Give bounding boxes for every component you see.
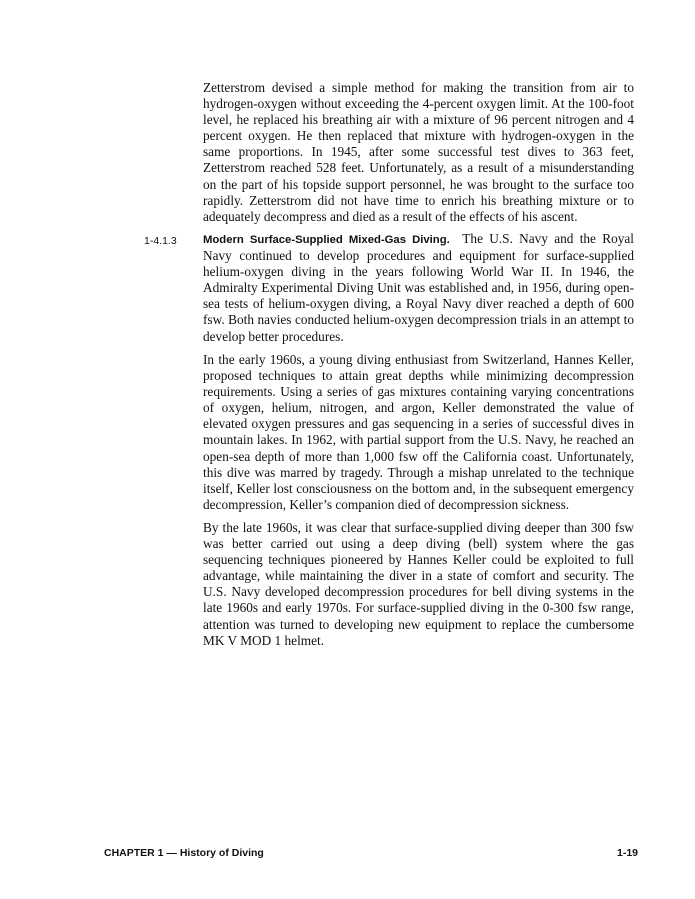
paragraph-modern-surface-supplied [203,231,634,345]
paragraph-late-1960s: By the late 1960s, it was clear that surface-supplied diving deeper than 300 fsw was better carried out using a deep diving (bell) system where the gas sequencing techniques pioneered by Hannes Keller could be exploited to full advantage, while maintaining the diver in a state of comfort and security. The U.S. Navy developed decompression procedures for bell diving systems in the late 1960s and early 1970s. For surface-supplied diving in the 0-300 fsw range, attention was turned to developing new equipment to replace the cumbersome MK V MOD 1 helmet. [203,520,634,648]
footer-page-number: 1-19 [616,847,638,859]
section-number: 1-4.1.3 [144,235,177,247]
section-title: Modern Surface-Supplied Mixed-Gas Diving. [203,234,450,246]
paragraph-hannes-keller: In the early 1960s, a young diving enthusiast from Switzerland, Hannes Keller, proposed techniques to attain great depths while minimizing decompression requirements. Using a series of gas mixtures containing varying concentrations of oxygen, helium, nitrogen, and argon, Keller demonstrated the value of elevated oxygen pressures and gas sequencing in a series of successful dives in mountain lakes. In 1962, with partial support from the U.S. Navy, he reached an open-sea depth of more than 1,000 fsw off the California coast. Unfortunately, this dive was marred by tragedy. Through a mishap unrelated to the technique itself, Keller lost consciousness on the bottom and, in the subsequent emergency decompression, Keller’s companion died of decompression sickness. [203,352,634,512]
paragraph-zetterstrom: Zetterstrom devised a simple method for making the transition from air to hydrogen-oxygen without exceeding the 4-percent oxygen limit. At the 100-foot level, he replaced his breathing air with a mixture of 96 percent nitrogen and 4 percent oxygen. He then replaced that mixture with hydrogen-oxygen in the same proportions. In 1945, after some successful test dives to 363 feet, Zetterstrom reached 528 feet. Unfortunately, as a result of a misunderstanding on the part of his topside support personnel, he was brought to the surface too rapidly. Zetterstrom did not have time to enrich his breathing mixture or to adequately decompress and died as a result of the effects of his ascent. [203,80,634,224]
footer-chapter-title: CHAPTER 1 — History of Diving [104,847,264,859]
section-text: The U.S. Navy and the Royal Navy continued to develop procedures and equipment for surface-supplied helium-oxygen diving in the years following World War II. In 1946, the Admiralty Experimental Diving Unit was established and, in 1956, during open-sea tests of helium-oxygen diving, a Royal Navy diver reached a depth of 600 fsw. Both navies conducted helium-oxygen decompression trials in an attempt to develop better procedures. [203,231,634,344]
